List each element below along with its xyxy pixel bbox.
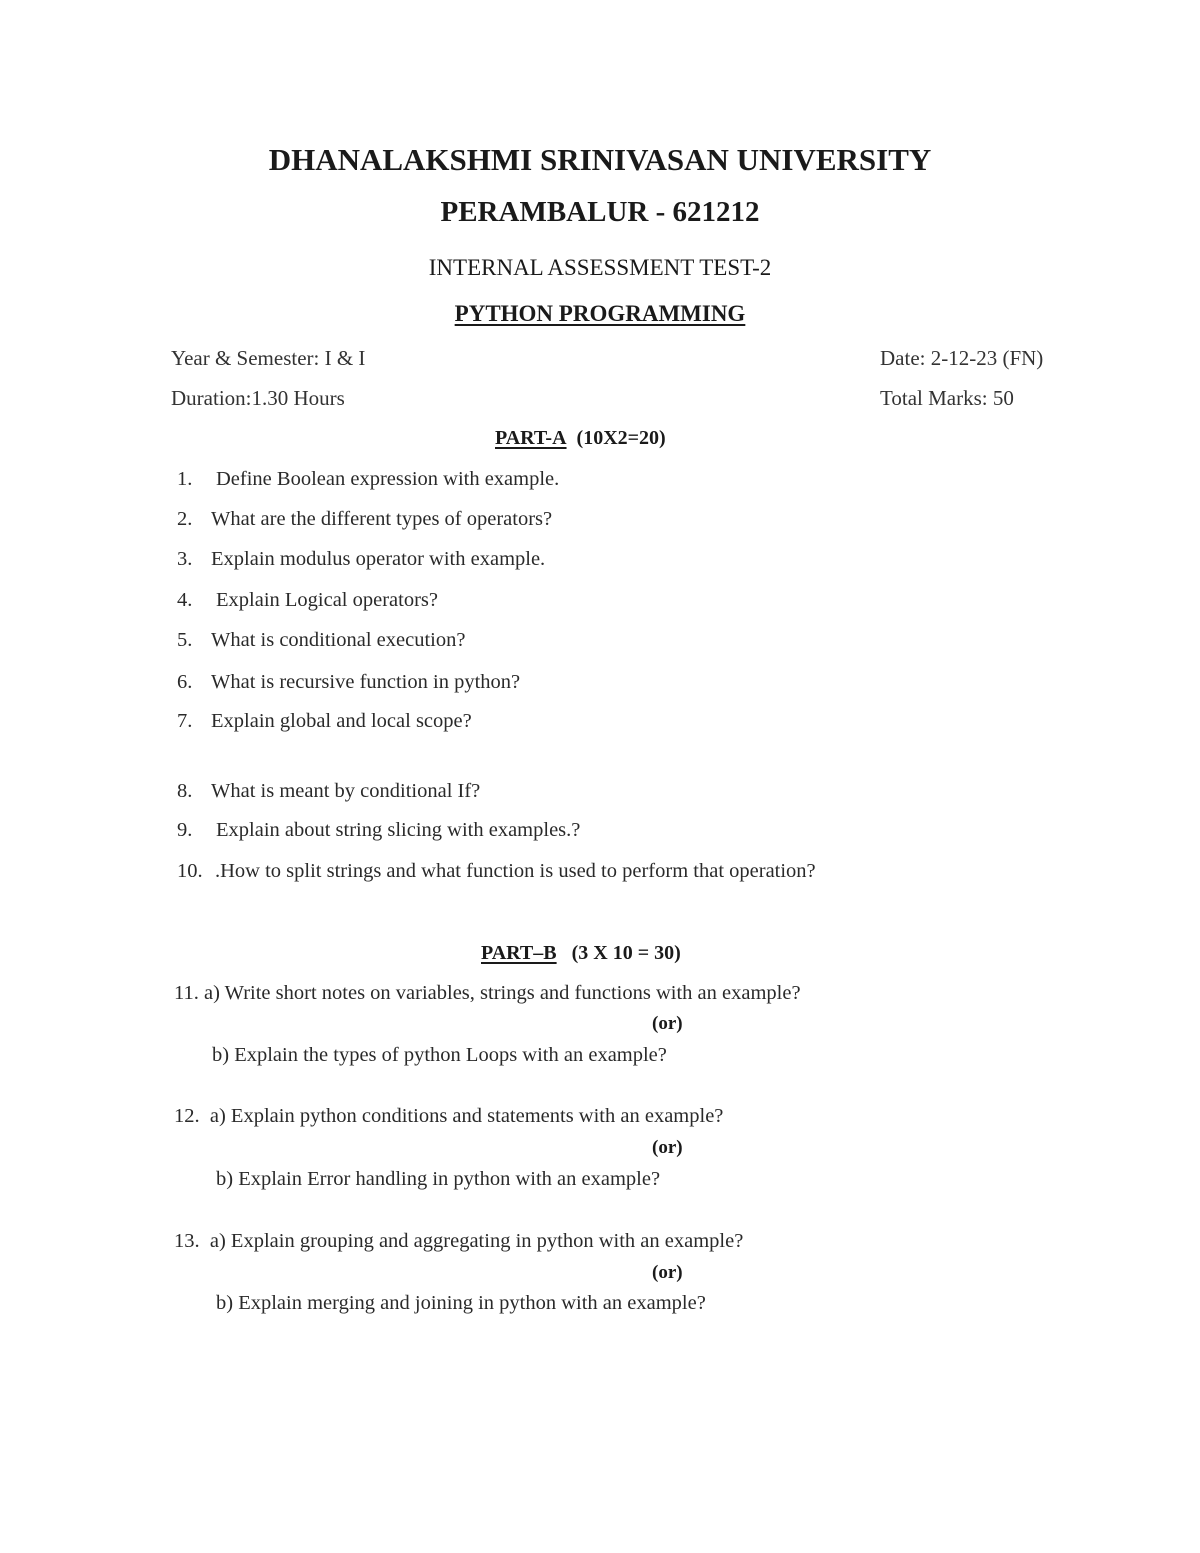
part-a-marks: (10X2=20) <box>576 427 666 449</box>
part-b-title: PART–B <box>481 942 557 964</box>
question-7 <box>177 710 472 732</box>
part-a-heading <box>495 428 666 448</box>
question-number: 12. <box>174 1105 200 1127</box>
question-number: 13. <box>174 1230 200 1252</box>
question-8 <box>177 780 481 802</box>
total-marks: Total Marks: 50 <box>880 386 1014 410</box>
question-number: 9. <box>177 819 193 841</box>
question-number: 1. <box>177 468 193 490</box>
question-6 <box>177 671 521 693</box>
question-option-a: a) Explain python conditions and statements with an example? <box>209 1105 724 1127</box>
question-2 <box>177 508 553 530</box>
question-11a <box>174 983 801 1004</box>
part-a-title: PART-A <box>495 427 567 449</box>
question-number: 2. <box>177 508 193 530</box>
test-title: INTERNAL ASSESSMENT TEST-2 <box>428 255 772 280</box>
question-12b: b) Explain Error handling in python with an example? <box>216 1168 661 1190</box>
question-option-a: a) Explain grouping and aggregating in python with an example? <box>209 1230 744 1252</box>
question-9 <box>177 819 581 841</box>
question-12a <box>174 1106 723 1127</box>
question-number: 4. <box>177 589 193 611</box>
question-number: 6. <box>177 671 193 693</box>
subject-title: PYTHON PROGRAMMING <box>454 301 746 326</box>
or-separator: (or) <box>652 1137 683 1158</box>
question-text: What are the different types of operators? <box>211 508 553 530</box>
question-13a <box>174 1231 743 1252</box>
question-text: Define Boolean expression with example. <box>216 468 560 490</box>
question-text: Explain Logical operators? <box>216 589 438 611</box>
question-5 <box>177 629 466 651</box>
question-number: 3. <box>177 548 193 570</box>
question-3 <box>177 548 546 570</box>
question-number: 5. <box>177 629 193 651</box>
question-text: What is recursive function in python? <box>211 671 521 693</box>
question-number: 8. <box>177 780 193 802</box>
question-text: Explain global and local scope? <box>211 710 472 732</box>
year-semester: Year & Semester: I & I <box>171 346 366 370</box>
part-b-heading <box>481 943 681 963</box>
exam-duration: Duration:1.30 Hours <box>171 386 345 410</box>
question-text: What is meant by conditional If? <box>211 780 481 802</box>
university-name: DHANALAKSHMI SRINIVASAN UNIVERSITY <box>268 142 932 177</box>
university-location: PERAMBALUR - 621212 <box>440 196 760 228</box>
or-separator: (or) <box>652 1013 683 1034</box>
question-option-a: a) Write short notes on variables, strings and functions with an example? <box>204 982 801 1004</box>
question-text: .How to split strings and what function is used to perform that operation? <box>215 860 816 882</box>
question-number: 7. <box>177 710 193 732</box>
question-11b: b) Explain the types of python Loops with an example? <box>212 1044 667 1066</box>
question-13b: b) Explain merging and joining in python with an example? <box>216 1292 706 1314</box>
question-4 <box>177 589 438 611</box>
question-text: What is conditional execution? <box>211 629 466 651</box>
question-text: Explain modulus operator with example. <box>211 548 546 570</box>
question-text: Explain about string slicing with examples.? <box>216 819 581 841</box>
question-1 <box>177 468 560 490</box>
question-number: 10. <box>177 860 203 882</box>
question-number: 11. <box>174 982 199 1004</box>
exam-date: Date: 2-12-23 (FN) <box>880 346 1044 370</box>
or-separator: (or) <box>652 1262 683 1283</box>
question-10 <box>177 860 816 882</box>
part-b-marks: (3 X 10 = 30) <box>571 942 681 964</box>
